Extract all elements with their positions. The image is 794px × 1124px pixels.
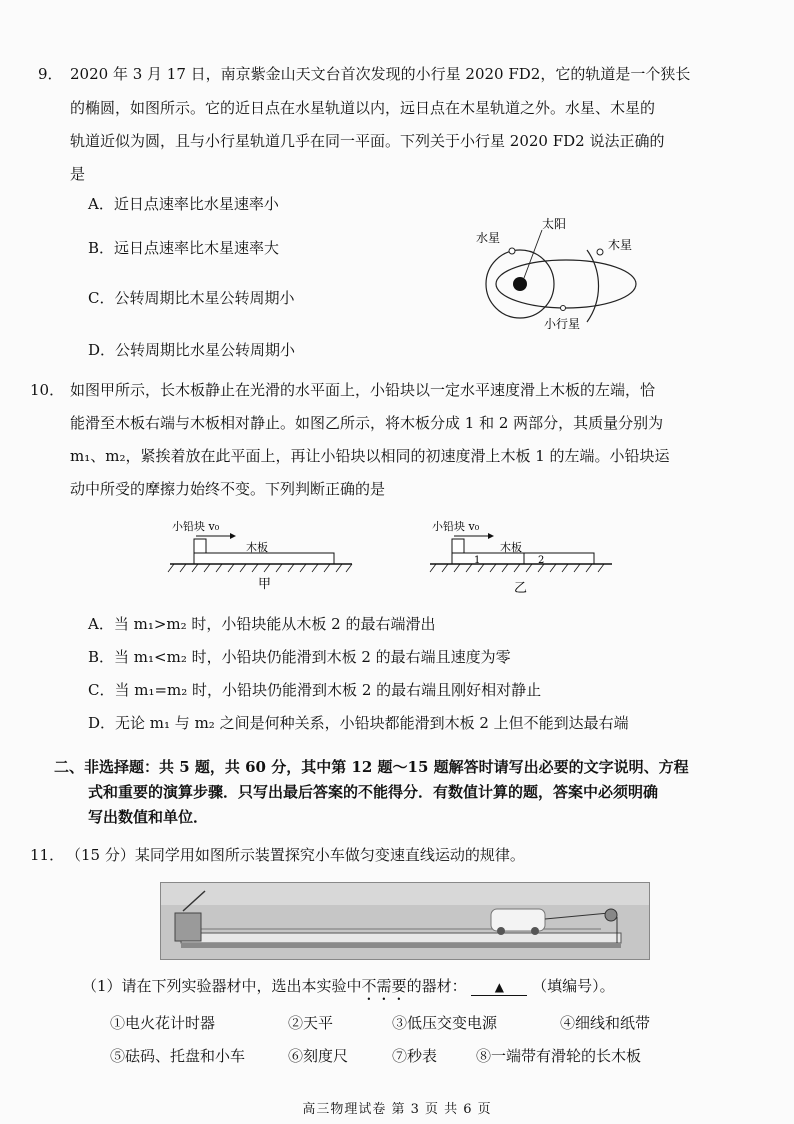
q11-sub1-mid: 的器材： [406, 977, 467, 995]
mercury-icon [509, 248, 515, 254]
equipment-item-8: ⑧一端带有滑轮的长木板 [476, 1047, 642, 1065]
q10-option-b: B．当 m₁<m₂ 时，小铅块仍能滑到木板 2 的最右端且速度为零 [88, 648, 511, 666]
section2-line-1: 二、非选择题：共 5 题，共 60 分，其中第 12 题～15 题解答时请写出必要的文字说明、方程 [54, 758, 689, 776]
q10-option-d: D．无论 m₁ 与 m₂ 之间是何种关系，小铅块都能滑到木板 2 上但不能到达最右端 [88, 714, 629, 732]
q9-line-3: 轨道近似为圆，且与小行星轨道几乎在同一平面。下列关于小行星 2020 FD2 说法正确的 [70, 132, 665, 150]
timer-icon [175, 913, 201, 941]
asteroid-icon [561, 306, 566, 311]
asteroid-label: 小行星 [544, 317, 581, 331]
cart-wheel [531, 927, 539, 935]
pulley-icon [605, 909, 617, 921]
fig-b-lead-block [452, 539, 464, 553]
q9-number: 9． [38, 65, 63, 83]
q9-option-d: D．公转周期比水星公转周期小 [88, 341, 296, 359]
q10-line-1: 如图甲所示，长木板静止在光滑的水平面上，小铅块以一定水平速度滑上木板的左端，恰 [70, 381, 656, 399]
equipment-item-1: ①电火花计时器 [110, 1014, 216, 1032]
q9-option-c: C．公转周期比木星公转周期小 [88, 289, 295, 307]
fig-b-board-1 [452, 553, 524, 564]
q9-line-1: 2020 年 3 月 17 日，南京紫金山天文台首次发现的小行星 2020 FD2，它的轨道是一个狭长 [70, 65, 691, 83]
section2-line-2: 式和重要的演算步骤．只写出最后答案的不能得分．有数值计算的题，答案中必须明确 [88, 783, 659, 801]
q10-option-c: C．当 m₁=m₂ 时，小铅块仍能滑到木板 2 的最右端且刚好相对静止 [88, 681, 542, 699]
fig-a-block-label: 小铅块 v₀ [172, 520, 220, 533]
fig-b-part-2-label: 2 [538, 555, 545, 566]
fig-a-arrow-head [230, 533, 236, 539]
fig-b-block-label: 小铅块 v₀ [432, 520, 480, 533]
equipment-item-7: ⑦秒表 [392, 1047, 438, 1065]
fig-b-board-label: 木板 [500, 541, 522, 554]
fig-a-board [194, 553, 334, 564]
answer-blank[interactable]: ▲ [471, 979, 527, 996]
q10-number: 10． [30, 381, 65, 399]
jupiter-label: 木星 [608, 238, 633, 252]
q11-number: 11． [30, 846, 65, 864]
equipment-item-3: ③低压交变电源 [392, 1014, 498, 1032]
fig-b-ground-hatch [430, 564, 604, 572]
fig-a-ground-hatch [168, 564, 352, 572]
q11-sub1 [82, 976, 615, 1004]
jupiter-icon [597, 249, 603, 255]
equipment-item-2: ②天平 [288, 1014, 334, 1032]
sun-label: 太阳 [542, 217, 567, 231]
q11-sub1-emphasis: 不需要 [361, 977, 407, 995]
fig-a-board-label: 木板 [246, 541, 268, 554]
q9-line-2: 的椭圆，如图所示。它的近日点在水星轨道以内，远日点在木星轨道之外。水星、木星的 [70, 99, 656, 117]
fig-a-lead-block [194, 539, 206, 553]
q11-sub1-suffix: （填编号）。 [532, 977, 615, 995]
q10-line-3: m₁、m₂，紧挨着放在此平面上，再让小铅块以相同的初速度滑上木板 1 的左端。小铅块运 [70, 447, 670, 465]
equipment-item-6: ⑥刻度尺 [288, 1047, 349, 1065]
fig-a-caption: 甲 [258, 577, 272, 592]
fig-b-arrow-head [488, 533, 494, 539]
q10-option-a: A．当 m₁>m₂ 时，小铅块能从木板 2 的最右端滑出 [88, 615, 436, 633]
equipment-item-5: ⑤砝码、托盘和小车 [110, 1047, 246, 1065]
q9-option-a: A．近日点速率比水星速率小 [88, 195, 279, 213]
mercury-label: 水星 [476, 231, 501, 245]
fig-b-board-2 [524, 553, 594, 564]
section2-line-3: 写出数值和单位． [88, 808, 209, 826]
q10-line-2: 能滑至木板右端与木板相对静止。如图乙所示，将木板分成 1 和 2 两部分，其质量分别为 [70, 414, 664, 432]
long-board [181, 933, 621, 943]
board-edge [181, 943, 621, 948]
page-footer: 高三物理试卷 第 3 页 共 6 页 [302, 1102, 492, 1117]
q11-line: （15 分）某同学用如图所示装置探究小车做匀变速直线运动的规律。 [66, 846, 525, 864]
sun-icon [513, 277, 527, 291]
cart-wheel [497, 927, 505, 935]
q10-line-4: 动中所受的摩擦力始终不变。下列判断正确的是 [70, 480, 386, 498]
orbit-diagram [470, 212, 640, 336]
fig-b-caption: 乙 [514, 581, 528, 596]
sun-pointer [524, 230, 542, 278]
q9-option-b: B．远日点速率比木星速率大 [88, 239, 280, 257]
apparatus-photo [160, 882, 650, 960]
q9-line-4: 是 [70, 165, 86, 183]
equipment-item-4: ④细线和纸带 [560, 1014, 651, 1032]
fig-b-part-1-label: 1 [474, 555, 481, 566]
figure-a [166, 516, 356, 596]
figure-b [428, 516, 618, 598]
q11-sub1-prefix: （1）请在下列实验器材中，选出本实验中 [82, 977, 362, 995]
